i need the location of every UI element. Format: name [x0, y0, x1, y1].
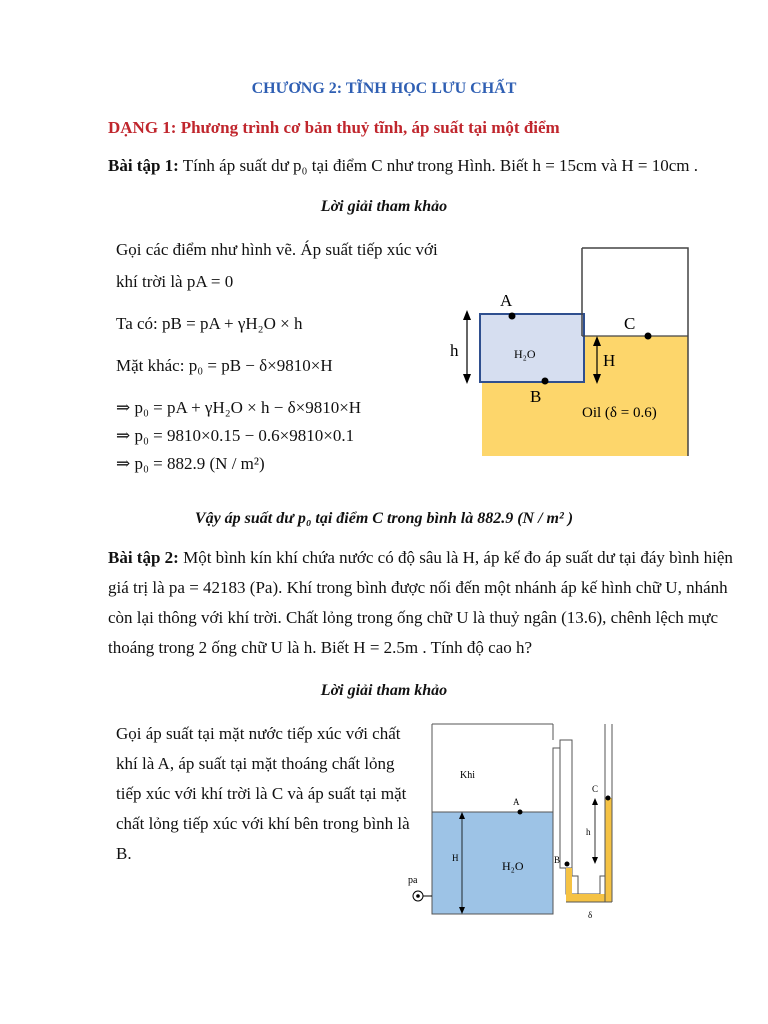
exercise-2-line3: còn lại thông với khí trời. Chất lỏng trong ống chữ U là thuỷ ngân (13.6), chênh lệch mực	[108, 608, 719, 627]
exercise-1	[108, 156, 698, 176]
exercise-2-line4: thoáng trong 2 ống chữ U là h. Biết H = 2.5m . Tính độ cao h?	[108, 638, 533, 657]
label-B: B	[530, 387, 542, 406]
label-water: H₂O	[514, 347, 536, 361]
sol1-line5: ⇒ p₀ = pA + γH₂O × h − δ×9810×H	[116, 398, 362, 417]
figure-2-manometer	[400, 718, 630, 928]
sol1-line4: Mặt khác: p₀ = pB − δ×9810×H	[116, 356, 333, 375]
label-h: h	[450, 341, 459, 360]
exercise-2-label: Bài tập 2:	[108, 548, 179, 567]
label-water-2: H₂O	[502, 859, 524, 873]
sol1-line7: ⇒ p₀ = 882.9 (N / m²)	[116, 454, 265, 473]
label-A-2: A	[513, 797, 520, 807]
point-B-2	[565, 862, 570, 867]
exercise-2-line2: giá trị là pa = 42183 (Pa). Khí trong bình được nối đến một nhánh áp kế hình chữ U, nhánh	[108, 578, 728, 597]
sol1-line3: Ta có: pB = pA + γH₂O × h	[116, 314, 303, 333]
figure-1-tank	[440, 240, 700, 460]
label-C-2: C	[592, 784, 599, 794]
point-A-2	[518, 810, 523, 815]
label-C: C	[624, 314, 636, 333]
label-pa: pa	[408, 875, 418, 886]
sol1-line2: khí trời là pA = 0	[116, 272, 234, 291]
label-H: H	[603, 351, 616, 370]
exercise-1-label: Bài tập 1:	[108, 156, 179, 175]
conclusion-1: Vậy áp suất dư p₀ tại điểm C trong bình là 882.9 (N / m² )	[194, 510, 574, 527]
label-H-2: H	[452, 853, 459, 863]
solution-title-1: Lời giải tham khảo	[320, 198, 448, 215]
exercise-1-text: Tính áp suất dư p₀ tại điểm C như trong Hình. Biết h = 15cm và H = 10cm .	[178, 156, 698, 175]
label-A: A	[500, 291, 513, 310]
water-region-2	[432, 812, 553, 914]
label-h-2: h	[586, 827, 591, 837]
label-B-2: B	[554, 855, 561, 865]
sol2-line4: chất lỏng tiếp xúc với khí bên trong bình là	[116, 814, 410, 833]
exercise-2-line1	[108, 548, 733, 568]
label-oil: Oil (δ = 0.6)	[582, 405, 657, 421]
label-delta: δ	[588, 910, 593, 920]
sol1-line6: ⇒ p₀ = 9810×0.15 − 0.6×9810×0.1	[116, 426, 355, 445]
sol2-line5: B.	[116, 844, 132, 863]
section-title: DẠNG 1: Phương trình cơ bản thuỷ tĩnh, áp suất tại một điểm	[108, 118, 560, 137]
chapter-title: CHƯƠNG 2: TĨNH HỌC LƯU CHẤT	[251, 80, 517, 97]
sol1-line1: Gọi các điểm như hình vẽ. Áp suất tiếp xúc với	[116, 240, 438, 259]
sol2-line1: Gọi áp suất tại mặt nước tiếp xúc với chất	[116, 724, 401, 743]
label-khi: Khi	[460, 770, 475, 781]
point-C	[645, 333, 652, 340]
exercise-2-text-1: Một bình kín khí chứa nước có độ sâu là H, áp kế đo áp suất dư tại đáy bình hiện	[178, 548, 733, 567]
point-C-2	[606, 796, 611, 801]
solution-title-2: Lời giải tham khảo	[320, 682, 448, 699]
point-A	[509, 313, 516, 320]
sol2-line2: khí là A, áp suất tại mặt thoáng chất lỏng	[116, 754, 395, 773]
point-B	[542, 378, 549, 385]
sol2-line3: tiếp xúc với khí trời là C và áp suất tại mặt	[116, 784, 407, 803]
